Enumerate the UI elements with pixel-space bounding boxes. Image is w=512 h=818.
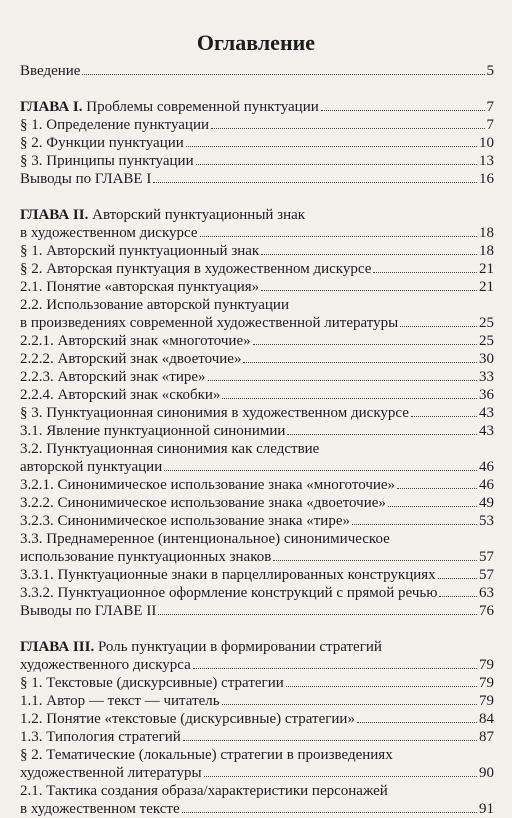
toc-entry-heading: § 2. Тематические (локальные) стратегии в произведениях <box>20 747 393 763</box>
toc-entry-text: Введение <box>20 63 81 79</box>
dot-leader <box>261 289 477 291</box>
toc-entry <box>20 728 494 746</box>
dot-leader <box>411 415 477 417</box>
page-number: 18 <box>479 243 494 259</box>
page-number: 79 <box>479 693 494 709</box>
page-number: 21 <box>479 279 494 295</box>
dot-leader <box>222 703 477 705</box>
dot-leader <box>273 559 477 561</box>
chapter-label: ГЛАВА I. <box>20 99 83 115</box>
toc-entry-text: 3.2.1. Синонимическое использование знака «многоточие» <box>20 477 396 493</box>
toc-entry <box>20 98 494 116</box>
page-number: 46 <box>479 477 494 493</box>
page-number: 76 <box>479 603 494 619</box>
toc-entry-text: § 1. Авторский пунктуационный знак <box>20 243 260 259</box>
page-number: 63 <box>479 585 494 601</box>
toc-entry-text: Выводы по ГЛАВЕ II <box>20 603 157 619</box>
page-number: 87 <box>479 729 494 745</box>
dot-leader <box>261 253 477 255</box>
dot-leader <box>183 739 477 741</box>
toc-entry-title <box>20 350 241 368</box>
toc-entry <box>20 386 494 404</box>
table-of-contents <box>20 62 494 818</box>
page-number: 25 <box>479 315 494 331</box>
page-number: 53 <box>479 513 494 529</box>
toc-entry <box>20 242 494 260</box>
toc-entry <box>20 584 494 602</box>
dot-leader <box>373 271 477 273</box>
toc-entry-title <box>20 170 151 188</box>
toc-entry-text: 1.1. Автор — текст — читатель <box>20 693 220 709</box>
toc-entry-text: 3.3.1. Пунктуационные знаки в парцеллированных конструкциях <box>20 567 436 583</box>
toc-entry <box>20 530 494 566</box>
toc-entry-text: 3.1. Явление пунктуационной синонимии <box>20 423 286 439</box>
toc-entry-text: § 2. Функции пунктуации <box>20 135 184 151</box>
toc-entry-title <box>20 602 156 620</box>
page-number: 18 <box>479 225 494 241</box>
toc-entry-text: 2.2.2. Авторский знак «двоеточие» <box>20 351 242 367</box>
page-number: 43 <box>479 423 494 439</box>
toc-entry-title <box>20 386 220 404</box>
toc-entry-title <box>20 800 180 818</box>
toc-entry-first-line <box>20 638 494 656</box>
page-number: 84 <box>479 711 494 727</box>
page-number: 57 <box>479 567 494 583</box>
chapter-label: ГЛАВА II. <box>20 207 89 223</box>
toc-entry-title <box>20 476 395 494</box>
toc-entry <box>20 62 494 80</box>
toc-entry-heading: 2.1. Тактика создания образа/характеристики персонажей <box>20 783 388 799</box>
toc-entry-first-line <box>20 296 494 314</box>
dot-leader <box>400 325 477 327</box>
dot-leader <box>438 577 477 579</box>
dot-leader <box>287 433 477 435</box>
dot-leader <box>182 811 477 813</box>
toc-entry-text: 2.2.3. Авторский знак «тире» <box>20 369 206 385</box>
toc-entry <box>20 404 494 422</box>
toc-entry-text: § 1. Текстовые (дискурсивные) стратегии <box>20 675 284 691</box>
page-number: 79 <box>479 657 494 673</box>
dot-leader <box>164 469 477 471</box>
toc-entry-first-line <box>20 746 494 764</box>
toc-entry-title <box>20 224 198 242</box>
dot-leader <box>200 235 477 237</box>
toc-entry-text: использование пунктуационных знаков <box>20 549 272 565</box>
dot-leader <box>158 613 477 615</box>
toc-entry-text: авторской пунктуации <box>20 459 163 475</box>
toc-entry-title <box>20 260 371 278</box>
toc-entry-title <box>20 152 194 170</box>
toc-entry <box>20 476 494 494</box>
toc-entry <box>20 566 494 584</box>
toc-entry-first-line <box>20 782 494 800</box>
dot-leader <box>357 721 477 723</box>
toc-entry <box>20 152 494 170</box>
toc-entry <box>20 440 494 476</box>
page-number: 7 <box>486 99 494 115</box>
toc-entry-text: § 3. Пунктуационная синонимия в художественном дискурсе <box>20 405 409 421</box>
page-number: 49 <box>479 495 494 511</box>
toc-entry-text: 2.2.1. Авторский знак «многоточие» <box>20 333 251 349</box>
toc-entry-text: в произведениях современной художественной литературы <box>20 315 399 331</box>
toc-entry <box>20 332 494 350</box>
toc-entry-text: художественной литературы <box>20 765 202 781</box>
toc-entry <box>20 422 494 440</box>
toc-entry <box>20 116 494 134</box>
toc-entry-title <box>20 134 184 152</box>
dot-leader <box>153 181 477 183</box>
dot-leader <box>321 109 485 111</box>
toc-entry <box>20 710 494 728</box>
toc-entry-title <box>20 494 386 512</box>
toc-entry-text: 3.2.3. Синонимическое использование знака «тире» <box>20 513 350 529</box>
toc-entry-title <box>20 512 350 530</box>
toc-entry-title <box>20 62 80 80</box>
toc-entry-title <box>20 332 251 350</box>
toc-entry-title <box>20 278 259 296</box>
toc-entry-heading: Роль пунктуации в формировании стратегий <box>94 639 382 655</box>
page-number: 13 <box>479 153 494 169</box>
toc-entry-text: Проблемы современной пунктуации <box>82 99 319 115</box>
page-number: 91 <box>479 801 494 817</box>
page-number: 10 <box>479 135 494 151</box>
dot-leader <box>208 379 477 381</box>
toc-entry-text: в художественном дискурсе <box>20 225 198 241</box>
toc-entry-title <box>20 368 206 386</box>
dot-leader <box>286 685 477 687</box>
toc-entry-text: 2.2.4. Авторский знак «скобки» <box>20 387 221 403</box>
toc-entry-text: 2.1. Понятие «авторская пунктуация» <box>20 279 260 295</box>
chapter-label: ГЛАВА III. <box>20 639 95 655</box>
toc-entry-title <box>20 656 191 674</box>
page-number: 46 <box>479 459 494 475</box>
dot-leader <box>352 523 477 525</box>
toc-entry-heading: 3.2. Пунктуационная синонимия как следствие <box>20 441 320 457</box>
toc-entry-title <box>20 764 202 782</box>
toc-entry <box>20 206 494 242</box>
dot-leader <box>439 595 477 597</box>
toc-entry-title <box>20 710 355 728</box>
toc-entry-text: Выводы по ГЛАВЕ I <box>20 171 152 187</box>
dot-leader <box>222 397 477 399</box>
dot-leader <box>243 361 477 363</box>
toc-entry <box>20 278 494 296</box>
toc-entry <box>20 296 494 332</box>
toc-entry <box>20 602 494 620</box>
toc-entry <box>20 674 494 692</box>
toc-entry <box>20 368 494 386</box>
dot-leader <box>397 487 477 489</box>
toc-entry-first-line <box>20 440 494 458</box>
toc-entry-text: § 1. Определение пунктуации <box>20 117 210 133</box>
toc-entry-title <box>20 674 284 692</box>
toc-entry-text: § 3. Принципы пунктуации <box>20 153 194 169</box>
toc-entry <box>20 638 494 674</box>
toc-entry <box>20 170 494 188</box>
page-number: 7 <box>486 117 494 133</box>
toc-entry-first-line <box>20 206 494 224</box>
dot-leader <box>193 667 477 669</box>
page-number: 16 <box>479 171 494 187</box>
toc-entry-text: художественного дискурса <box>20 657 191 673</box>
toc-entry-title <box>20 458 162 476</box>
toc-entry-text: 1.3. Типология стратегий <box>20 729 181 745</box>
toc-entry <box>20 134 494 152</box>
page-number: 36 <box>479 387 494 403</box>
toc-entry-text: § 2. Авторская пунктуация в художественном дискурсе <box>20 261 372 277</box>
toc-entry-title <box>20 728 181 746</box>
page-number: 33 <box>479 369 494 385</box>
dot-leader <box>186 145 477 147</box>
dot-leader <box>388 505 477 507</box>
toc-entry <box>20 692 494 710</box>
toc-entry-text: 3.3.2. Пунктуационное оформление конструкций с прямой речью <box>20 585 438 601</box>
dot-leader <box>204 775 477 777</box>
toc-entry-text: 3.2.2. Синонимическое использование знака «двоеточие» <box>20 495 386 511</box>
dot-leader <box>211 127 484 129</box>
page-number: 43 <box>479 405 494 421</box>
toc-entry-title <box>20 566 436 584</box>
toc-entry-heading: 3.3. Преднамеренное (интенциональное) синонимическое <box>20 531 390 547</box>
toc-entry-title <box>20 584 437 602</box>
toc-entry-title <box>20 548 271 566</box>
toc-entry-title <box>20 404 409 422</box>
toc-entry-heading: Авторский пунктуационный знак <box>88 207 306 223</box>
toc-entry <box>20 260 494 278</box>
toc-entry <box>20 350 494 368</box>
page-title: Оглавление <box>196 30 316 55</box>
toc-entry <box>20 746 494 782</box>
toc-entry-text: в художественном тексте <box>20 801 180 817</box>
page-number: 21 <box>479 261 494 277</box>
toc-entry-title <box>20 242 259 260</box>
toc-entry-first-line <box>20 530 494 548</box>
page-number: 57 <box>479 549 494 565</box>
toc-entry-heading: 2.2. Использование авторской пунктуации <box>20 297 289 313</box>
toc-entry-title <box>20 314 398 332</box>
page-number: 90 <box>479 765 494 781</box>
toc-entry <box>20 494 494 512</box>
toc-entry <box>20 512 494 530</box>
dot-leader <box>196 163 477 165</box>
toc-entry-title <box>20 692 220 710</box>
toc-entry <box>20 782 494 818</box>
toc-entry-title <box>20 422 285 440</box>
toc-entry-title <box>20 116 209 134</box>
page-number: 79 <box>479 675 494 691</box>
page-number: 5 <box>486 63 494 79</box>
page-number: 30 <box>479 351 494 367</box>
dot-leader <box>82 73 484 75</box>
toc-entry-text: 1.2. Понятие «текстовые (дискурсивные) стратегии» <box>20 711 355 727</box>
page-number: 25 <box>479 333 494 349</box>
toc-entry-title <box>20 98 319 116</box>
dot-leader <box>253 343 477 345</box>
